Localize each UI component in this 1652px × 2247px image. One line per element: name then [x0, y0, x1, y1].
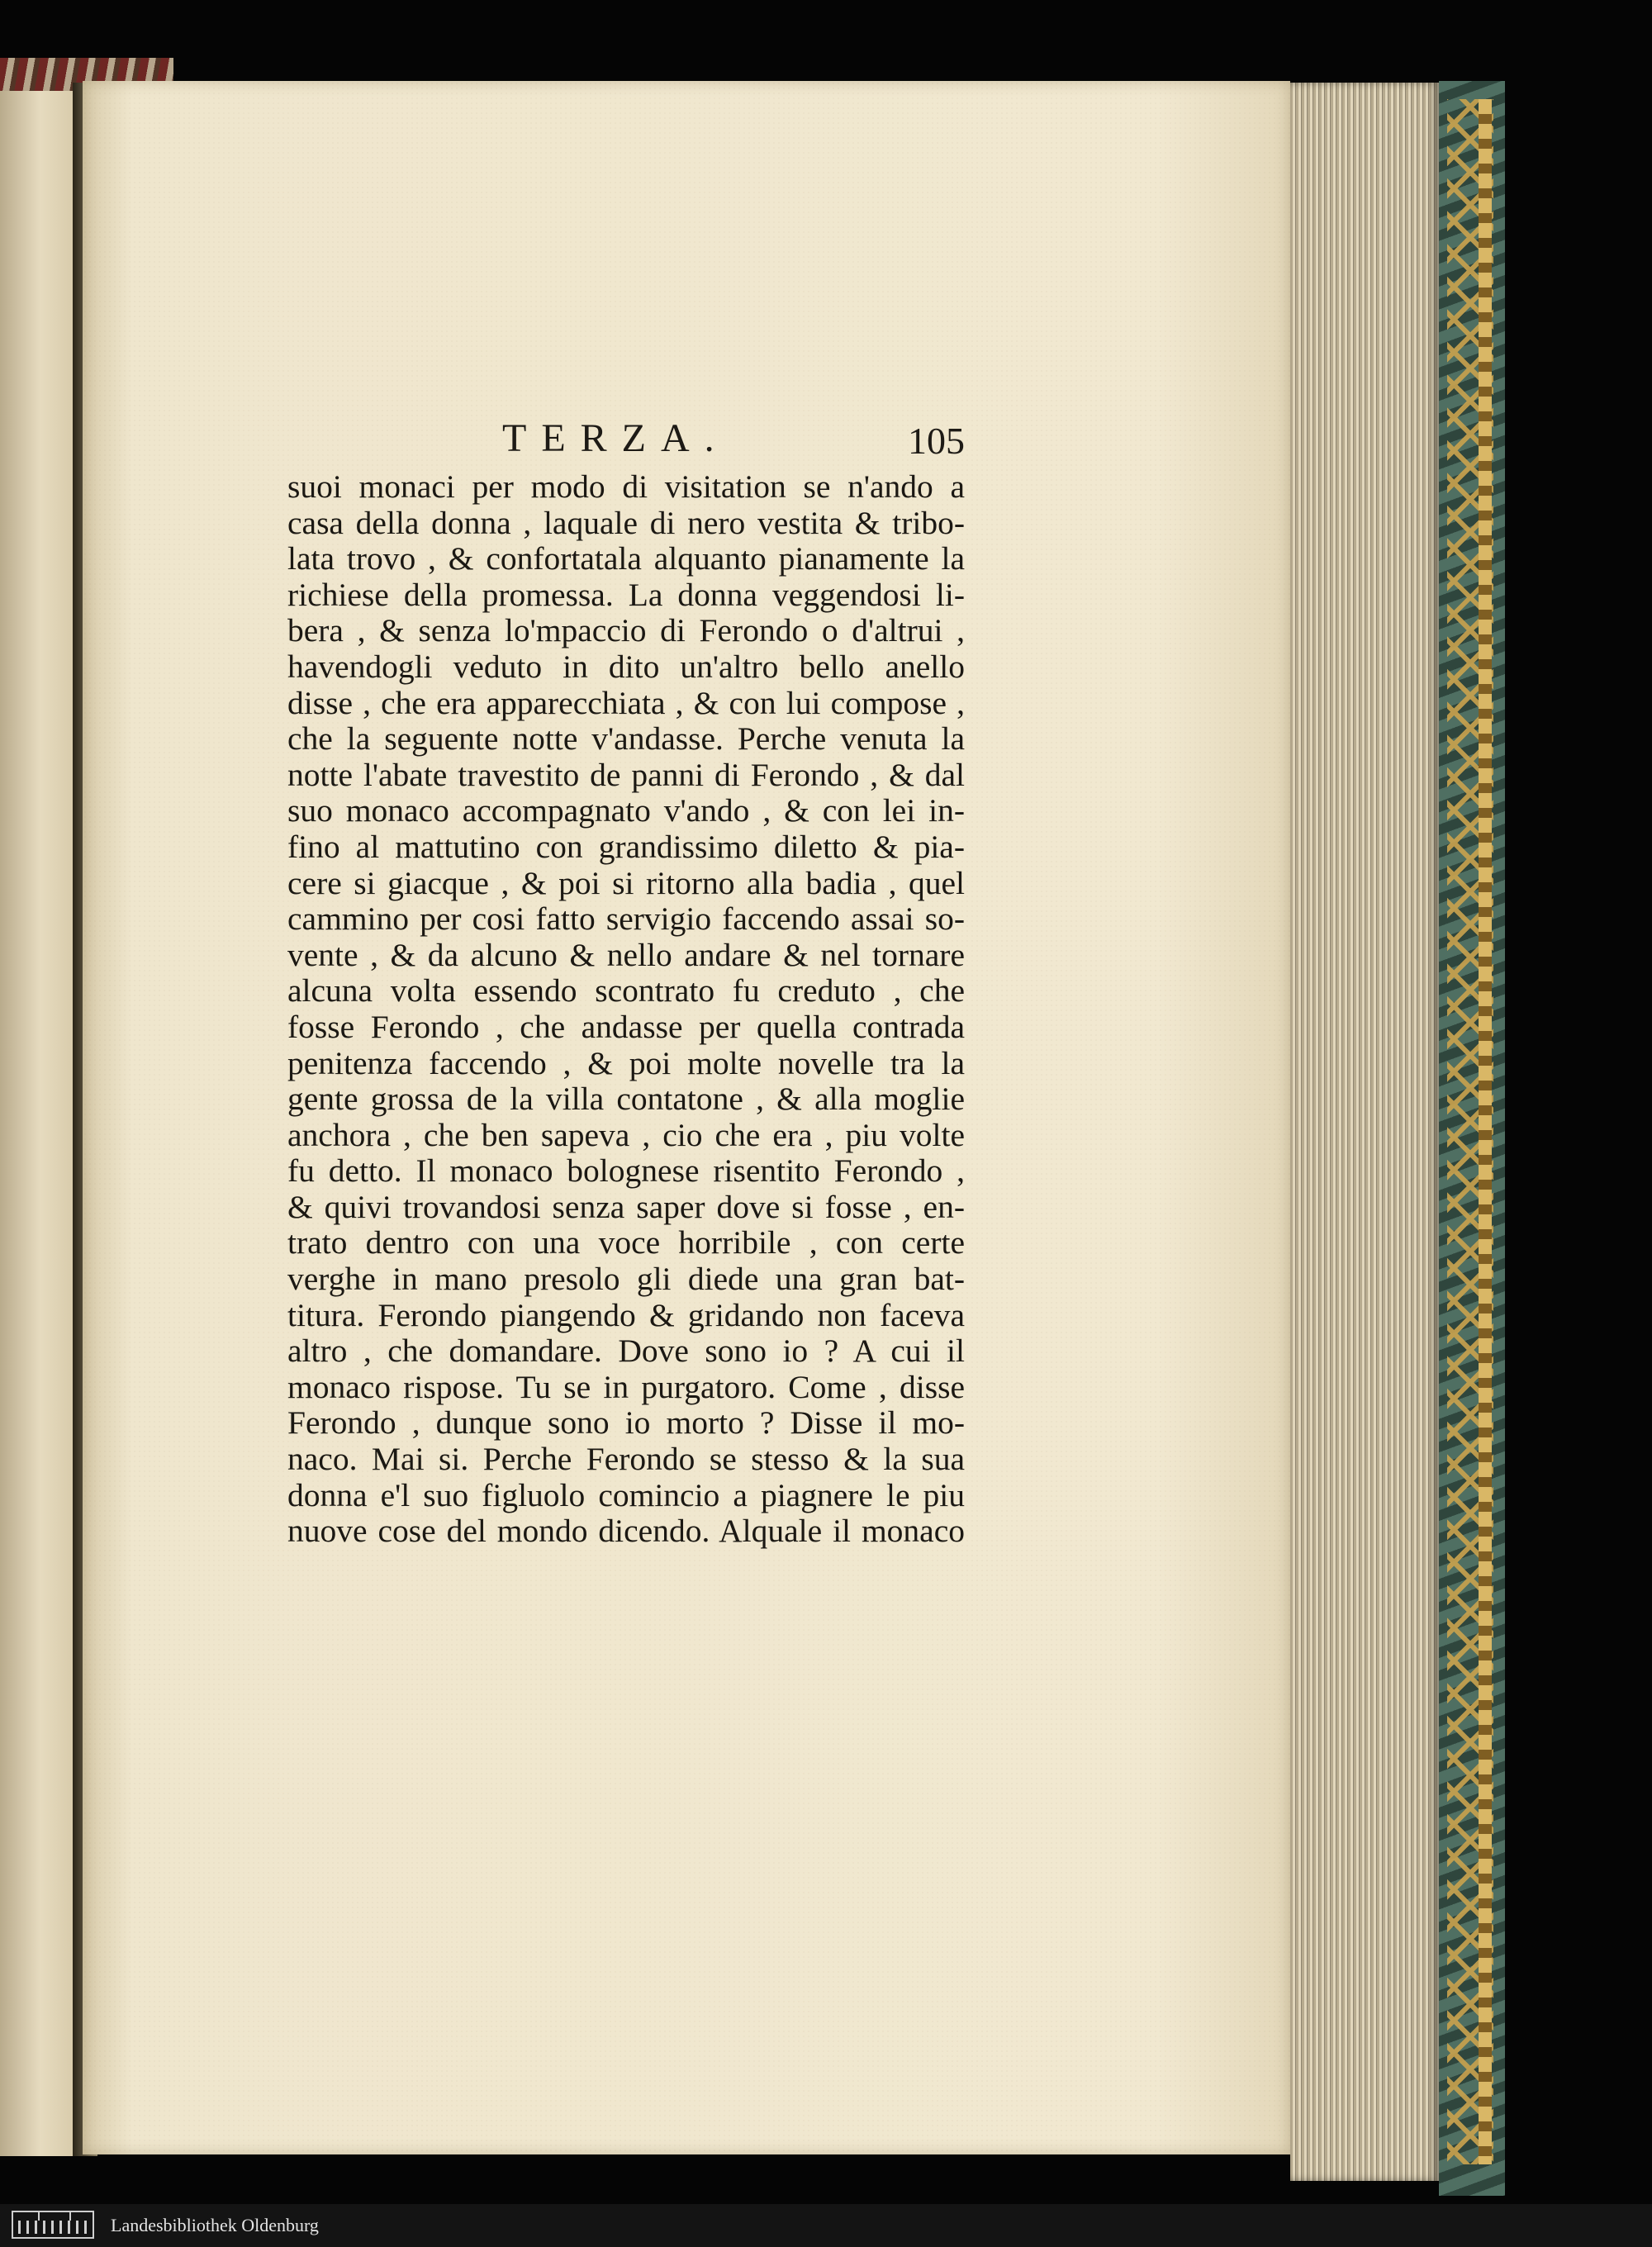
- text-line: fino al mattutino con grandissimo diletto & pia-: [287, 829, 965, 865]
- text-line: richiese della promessa. La donna veggendosi li-: [287, 577, 965, 613]
- text-line: gente grossa de la villa contatone , & alla moglie: [287, 1081, 965, 1118]
- page-number: 105: [908, 420, 965, 462]
- institution-name: Landesbibliothek Oldenburg: [111, 2215, 319, 2235]
- body-text: [287, 469, 965, 1550]
- text-line: altro , che domandare. Dove sono io ? A cui il: [287, 1333, 965, 1370]
- text-line: notte l'abate travestito de panni di Ferondo , & dal: [287, 757, 965, 793]
- text-line: casa della donna , laquale di nero vestita & tribo-: [287, 505, 965, 541]
- text-line: havendogli veduto in dito un'altro bello anello: [287, 648, 965, 685]
- text-line: & quivi trovandosi senza saper dove si fosse , en-: [287, 1189, 965, 1225]
- text-line: nuove cose del mondo dicendo. Alquale il monaco: [287, 1513, 965, 1550]
- text-line: donna e'l suo figluolo comincio a piagnere le piu: [287, 1477, 965, 1513]
- footer-bar: [0, 2204, 1652, 2247]
- gilt-border: [1479, 99, 1492, 2164]
- text-line: verghe in mano presolo gli diede una gran bat-: [287, 1261, 965, 1298]
- text-line: fu detto. Il monaco bolognese risentito Ferondo ,: [287, 1153, 965, 1190]
- previous-page-edge: [0, 91, 75, 2156]
- page-header: [287, 416, 965, 473]
- text-line: disse , che era apparecchiata , & con lui compose ,: [287, 685, 965, 721]
- text-line: bera , & senza lo'mpaccio di Ferondo o d'altrui ,: [287, 613, 965, 649]
- text-line: cammino per cosi fatto servigio faccendo assai so-: [287, 901, 965, 938]
- text-line: penitenza faccendo , & poi molte novelle tra la: [287, 1045, 965, 1081]
- library-building-icon: [12, 2211, 94, 2239]
- text-line: trato dentro con una voce horribile , con certe: [287, 1225, 965, 1261]
- text-line: lata trovo , & confortatala alquanto pianamente la: [287, 541, 965, 577]
- page-edges: [1290, 83, 1439, 2181]
- text-line: che la seguente notte v'andasse. Perche venuta la: [287, 721, 965, 758]
- text-line: Ferondo , dunque sono io morto ? Disse il mo-: [287, 1405, 965, 1442]
- text-line: cere si giacque , & poi si ritorno alla badia , quel: [287, 865, 965, 901]
- text-line: vente , & da alcuno & nello andare & nel tornare: [287, 937, 965, 973]
- text-line: monaco rispose. Tu se in purgatoro. Come , disse: [287, 1369, 965, 1405]
- text-line: titura. Ferondo piangendo & gridando non faceva: [287, 1297, 965, 1333]
- text-line: suo monaco accompagnato v'ando , & con lei in-: [287, 793, 965, 829]
- text-line: alcuna volta essendo scontrato fu creduto , che: [287, 973, 965, 1009]
- text-line: fosse Ferondo , che andasse per quella contrada: [287, 1009, 965, 1045]
- text-line: anchora , che ben sapeva , cio che era , piu volte: [287, 1117, 965, 1153]
- running-head: TERZA.: [502, 416, 729, 460]
- text-line: naco. Mai si. Perche Ferondo se stesso & la sua: [287, 1442, 965, 1478]
- text-line: suoi monaci per modo di visitation se n'ando a: [287, 469, 965, 505]
